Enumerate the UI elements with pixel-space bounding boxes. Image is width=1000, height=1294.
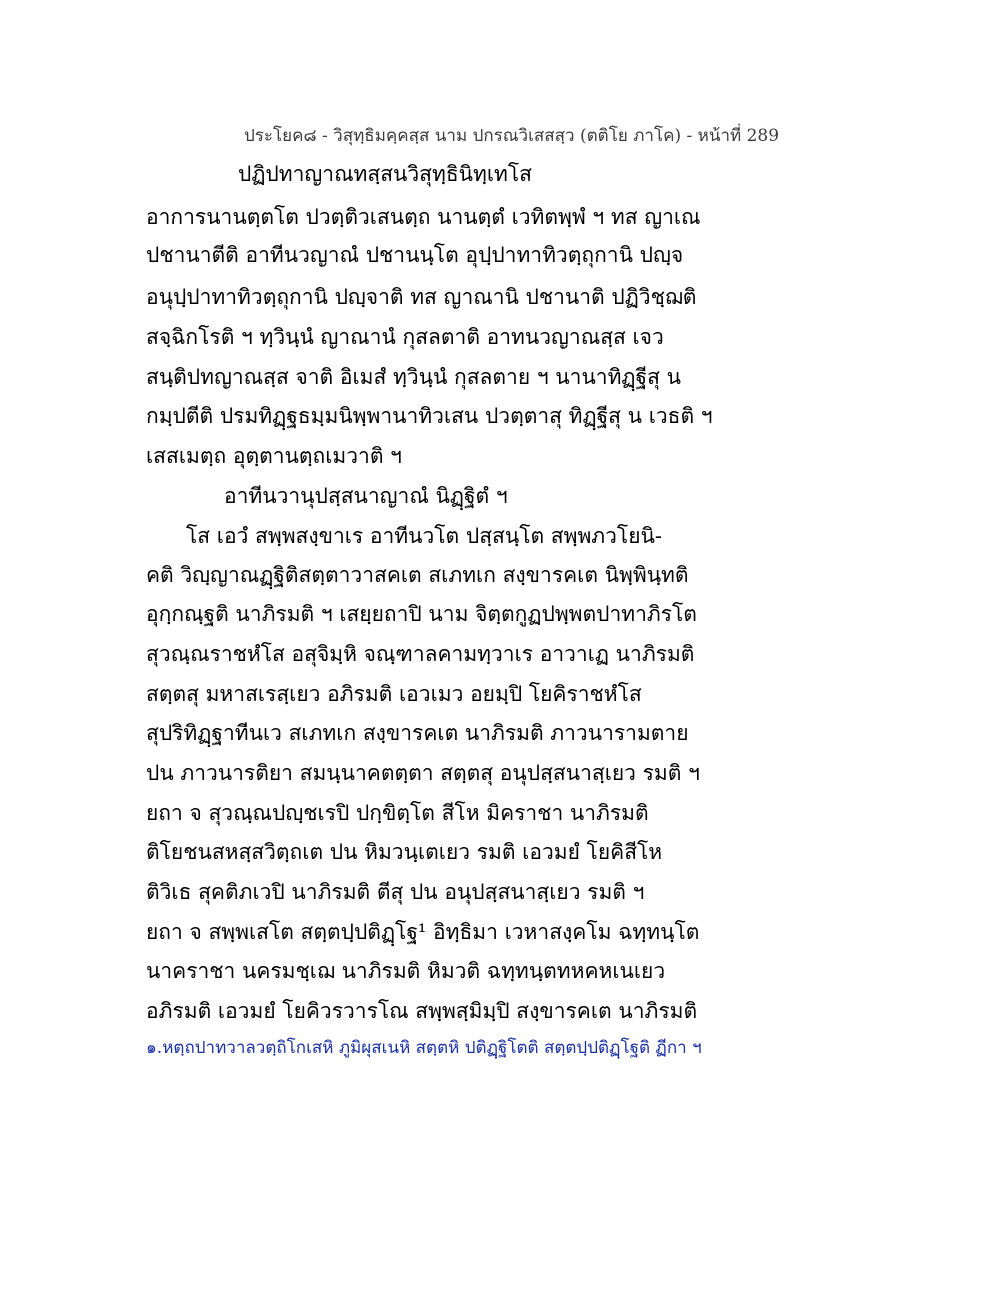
text-line: สุปริทิฏฺฐาทีนเว สเภทเก สงฺขารคเต นาภิรมติ ภาวนารามตาย bbox=[146, 721, 689, 745]
text-line: สตฺตสุ มหาสเรสฺเยว อภิรมติ เอวเมว อยมฺปิ โยคิราชหํโส bbox=[146, 682, 642, 706]
text-line: ปน ภาวนารติยา สมนฺนาคตตฺตา สตฺตสุ อนุปสฺสนาสฺเยว รมติ ฯ bbox=[146, 761, 700, 785]
footnote: ๑.หตฺถปาทวาลวตฺถิโกเสหิ ภูมิผุสเนหิ สตฺตหิ ปติฏฺฐิโตติ สตฺตปฺปติฏฺโฐติ ฏีกา ฯ bbox=[146, 1038, 702, 1058]
text-line: อาการนานตฺตโต ปวตฺติวเสนตฺถ นานตฺตํ เวทิตพฺพํ ฯ ทส ญาเณ bbox=[146, 205, 701, 229]
text-line: ติวิเธ สุคติภเวปิ นาภิรมติ ตีสุ ปน อนุปสฺสนาสฺเยว รมติ ฯ bbox=[146, 880, 645, 904]
text-line: ปชานาตีติ อาทีนวญาณํ ปชานนฺโต อุปฺปาทาทิวตฺถุกานิ ปญฺจ bbox=[146, 243, 684, 267]
text-line: ยถา จ สุวณฺณปญฺชเรปิ ปกฺขิตฺโต สีโห มิคราชา นาภิรมติ bbox=[146, 801, 649, 825]
text-line: ยถา จ สพฺพเสโต สตฺตปฺปติฏฺโฐ¹ อิทฺธิมา เวหาสงฺคโม ฉทฺทนฺโต bbox=[146, 920, 700, 944]
section-title: ปฏิปทาญาณทสฺสนวิสุทฺธินิทฺเทโส bbox=[238, 162, 532, 186]
text-line: อนุปฺปาทาทิวตฺถุกานิ ปญฺจาติ ทส ญาณานิ ปชานาติ ปฏิวิชฺฌติ bbox=[146, 285, 697, 309]
text-line: อุกฺกณฺฐติ นาภิรมติ ฯ เสยฺยถาปิ นาม จิตฺตกูฏปพฺพตปาทาภิรโต bbox=[146, 602, 697, 626]
text-line: กมฺปตีติ ปรมทิฏฺฐธมฺมนิพฺพานาทิวเสน ปวตฺตาสุ ทิฏฺฐีสุ น เวธติ ฯ bbox=[146, 404, 713, 428]
text-line: คติ วิญฺญาณฏฺฐิติสตฺตาวาสคเต สเภทเก สงฺขารคเต นิพฺพินฺทติ bbox=[146, 563, 689, 587]
subsection-end-line: อาทีนวานุปสฺสนาญาณํ นิฏฺฐิตํ ฯ bbox=[224, 484, 508, 508]
text-line: นาคราชา นครมชฺเฌ นาภิรมติ หิมวติ ฉทฺทนฺตทหคหเนเยว bbox=[146, 959, 666, 983]
text-line: เสสเมตฺถ อุตฺตานตฺถเมวาติ ฯ bbox=[146, 444, 402, 468]
text-line: อภิรมติ เอวมยํ โยคิวรวารโณ สพฺพสฺมิมฺปิ สงฺขารคเต นาภิรมติ bbox=[146, 999, 698, 1023]
text-line: สจฺฉิกโรติ ฯ ทฺวินฺนํ ญาณานํ กุสลตาติ อาทนวญาณสฺส เจว bbox=[146, 325, 664, 349]
text-line: โส เอวํ สพฺพสงฺขาเร อาทีนวโต ปสฺสนฺโต สพฺพภวโยนิ- bbox=[186, 524, 662, 548]
text-line: สุวณฺณราชหํโส อสุจิมฺหิ จณฺฑาลคามทฺวาเร อาวาเฏ นาภิรมติ bbox=[146, 642, 695, 666]
page-header: ประโยค๘ - วิสุทฺธิมคฺคสฺส นาม ปกรณวิเสสสฺว (ตติโย ภาโค) - หน้าที่ 289 bbox=[244, 126, 780, 146]
text-line: ติโยชนสหสฺสวิตฺถเต ปน หิมวนฺเตเยว รมติ เอวมยํ โยคิสีโห bbox=[146, 840, 663, 864]
text-line: สนฺติปทญาณสฺส จาติ อิเมสํ ทฺวินฺนํ กุสลตาย ฯ นานาทิฏฺฐีสุ น bbox=[146, 365, 681, 389]
